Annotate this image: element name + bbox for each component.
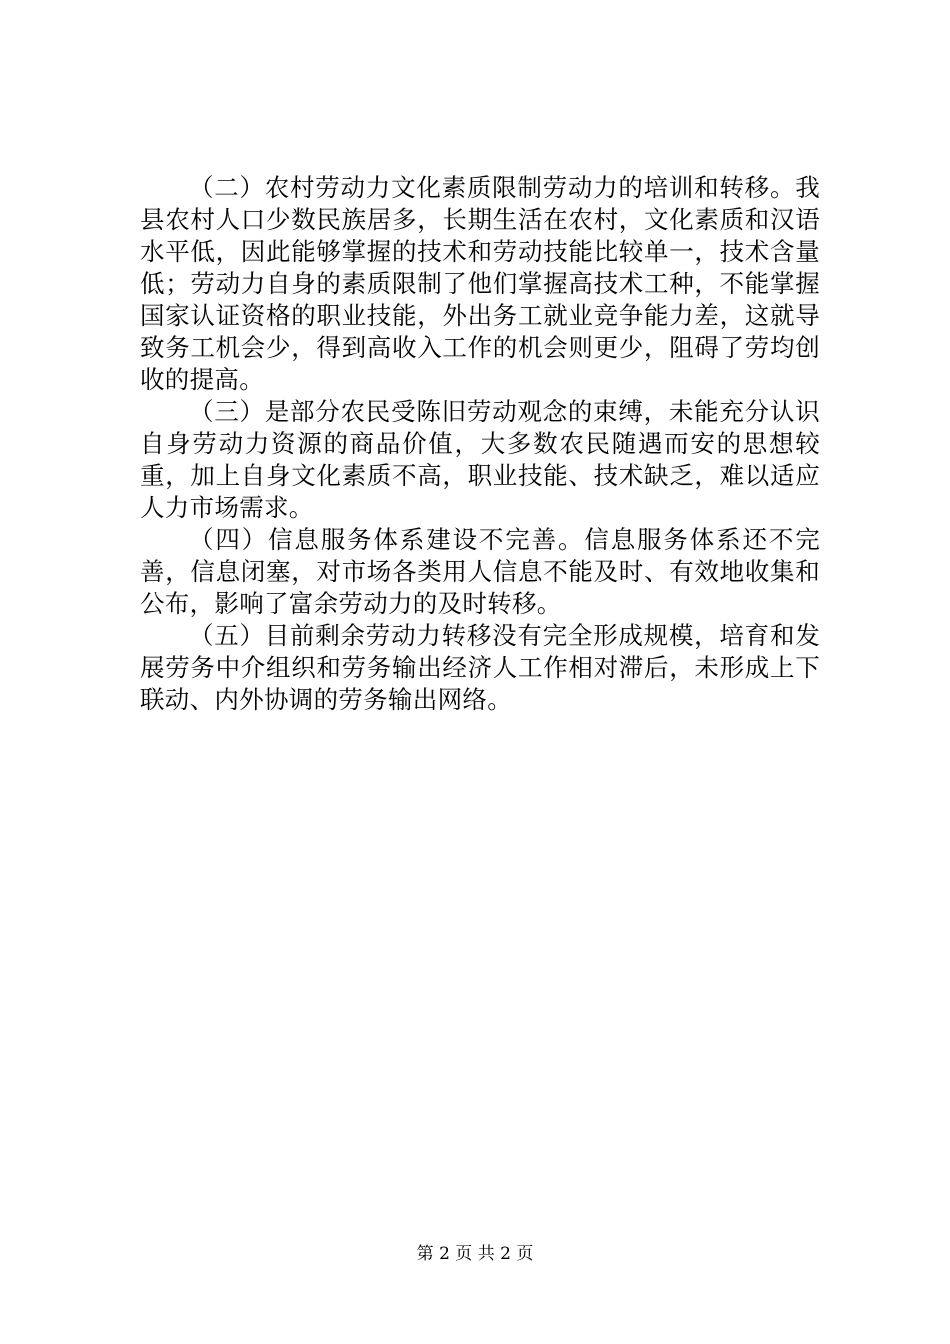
page-footer: 第 2 页 共 2 页 <box>416 1244 534 1264</box>
paragraph-3: （三）是部分农民受陈旧劳动观念的束缚，未能充分认识自身劳动力资源的商品价值，大多数农民随遇而安的思想较重，加上自身文化素质不高，职业技能、技术缺乏，难以适应人力市场需求。 <box>140 397 820 522</box>
paragraph-4: （四）信息服务体系建设不完善。信息服务体系还不完善，信息闭塞，对市场各类用人信息不能及时、有效地收集和公布，影响了富余劳动力的及时转移。 <box>140 525 820 618</box>
paragraph-5: （五）目前剩余劳动力转移没有完全形成规模，培育和发展劳务中介组织和劳务输出经济人工作相对滞后，未形成上下联动、内外协调的劳务输出网络。 <box>140 621 820 714</box>
document-body <box>140 172 820 716</box>
paragraph-2: （二）农村劳动力文化素质限制劳动力的培训和转移。我县农村人口少数民族居多，长期生活在农村，文化素质和汉语水平低，因此能够掌握的技术和劳动技能比较单一，技术含量低；劳动力自身的素质限制了他们掌握高技术工种，不能掌握国家认证资格的职业技能，外出务工就业竞争能力差，这就导致务工机会少，得到高收入工作的机会则更少，阻碍了劳均创收的提高。 <box>140 173 820 394</box>
